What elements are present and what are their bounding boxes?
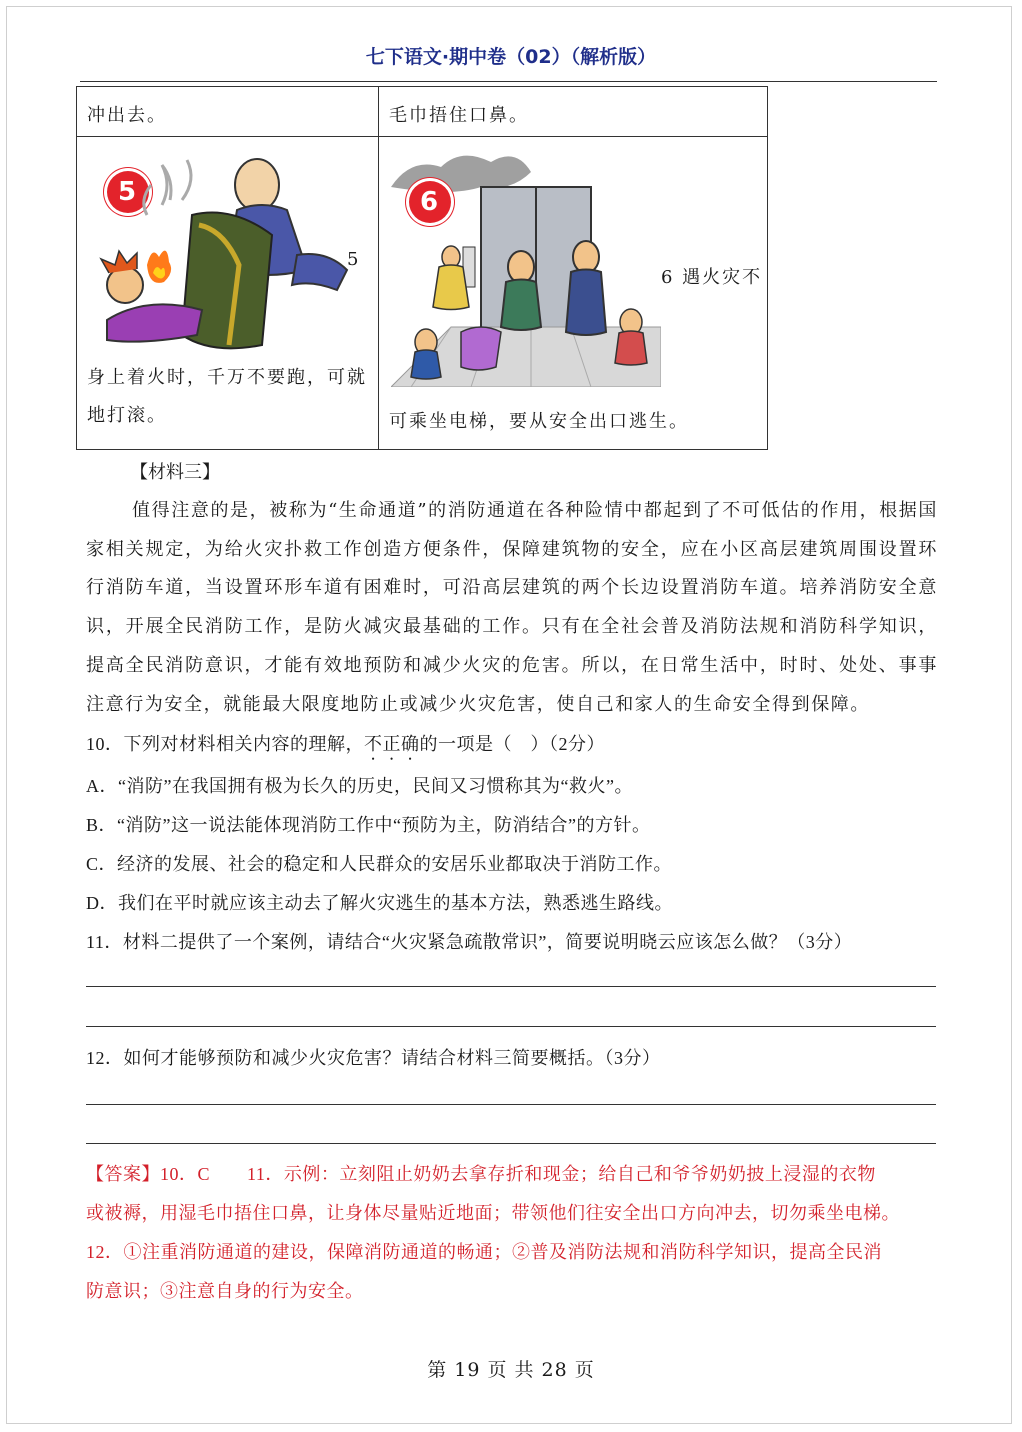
header-divider: [80, 81, 937, 82]
question-10-emphasis: 不正确: [364, 734, 420, 754]
answer-line-3: 12．①注重消防通道的建设，保障消防通道的畅通；②普及消防法规和消防科学知识，提高全民消: [86, 1242, 882, 1262]
material3-paragraph: [86, 492, 938, 724]
answer-line-2: 或被褥，用湿毛巾捂住口鼻，让身体尽量贴近地面；带领他们往安全出口方向冲去，切勿乘坐电梯。: [86, 1203, 900, 1223]
answer-line-12a: [86, 1104, 936, 1105]
answer-line-12b: [86, 1143, 936, 1144]
answer-line-11b: [86, 1026, 936, 1027]
question-12: 12．如何才能够预防和减少火灾危害？请结合材料三简要概括。（3分）: [86, 1048, 661, 1068]
table-cell-row1-right: 毛巾捂住口鼻。: [379, 87, 768, 137]
question-10: [86, 730, 605, 764]
step-badge-5: 5: [107, 171, 149, 213]
option-d: D．我们在平时就应该主动去了解火灾逃生的基本方法，熟悉逃生路线。: [86, 893, 673, 913]
side-mark-5: 5: [347, 249, 361, 270]
answer-line-11a: [86, 986, 936, 987]
question-10-prefix: 10．下列对材料相关内容的理解，: [86, 734, 364, 754]
table-cell-row1-left: 冲出去。: [77, 87, 379, 137]
caption-5-line2: 地打滚。: [87, 405, 167, 426]
answer-line-4: 防意识；③注意自身的行为安全。: [86, 1281, 364, 1301]
option-b: B．“消防”这一说法能体现消防工作中“预防为主，防消结合”的方针。: [86, 815, 651, 835]
answer-line-1: 【答案】10．C 11．示例：立刻阻止奶奶去拿存折和现金；给自己和爷爷奶奶披上浸湿的衣物: [86, 1164, 876, 1184]
illustration-table: [76, 86, 768, 450]
step-badge-6: 6: [409, 181, 451, 223]
question-11: 11．材料二提供了一个案例，请结合“火灾紧急疏散常识”，简要说明晓云应该怎么做？（3分）: [86, 932, 853, 952]
option-c: C．经济的发展、社会的稳定和人民群众的安居乐业都取决于消防工作。: [86, 854, 673, 874]
material3-label: 【材料三】: [130, 462, 220, 483]
caption-5-line1: 身上着火时，千万不要跑，可就: [87, 367, 367, 388]
answer-block: [86, 1155, 938, 1311]
page-header-title: 七下语文·期中卷（02）（解析版）: [365, 46, 657, 68]
page-footer: 第 19 页 共 28 页: [427, 1359, 595, 1381]
table-cell-illustration-6: [379, 137, 768, 450]
question-10-suffix: 的一项是（ ）（2分）: [419, 734, 605, 754]
caption-6: 可乘坐电梯，要从安全出口逃生。: [389, 411, 689, 432]
material3-text: 值得注意的是，被称为“生命通道”的消防通道在各种险情中都起到了不可低估的作用，根据国家相关规定，为给火灾扑救工作创造方便条件，保障建筑物的安全，应在小区高层建筑周围设置环行消防车道，当设置环形车道有困难时，可沿高层建筑的两个长边设置消防车道。培养消防安全意识，开展全民消防工作，是防火减灾最基础的工作。只有在全社会普及消防法规和消防科学知识，提高全民消防意识，才能有效地预防和减少火灾的危害。所以，在日常生活中，时时、处处、事事注意行为安全，就能最大限度地防止或减少火灾危害，使自己和家人的生命安全得到保障。: [86, 500, 938, 715]
table-cell-illustration-5: [77, 137, 379, 450]
illustration-person-on-fire: [87, 155, 372, 355]
side-mark-6: 6 遇火灾不: [661, 267, 763, 288]
option-a: A．“消防”在我国拥有极为长久的历史，民间又习惯称其为“救火”。: [86, 776, 633, 796]
